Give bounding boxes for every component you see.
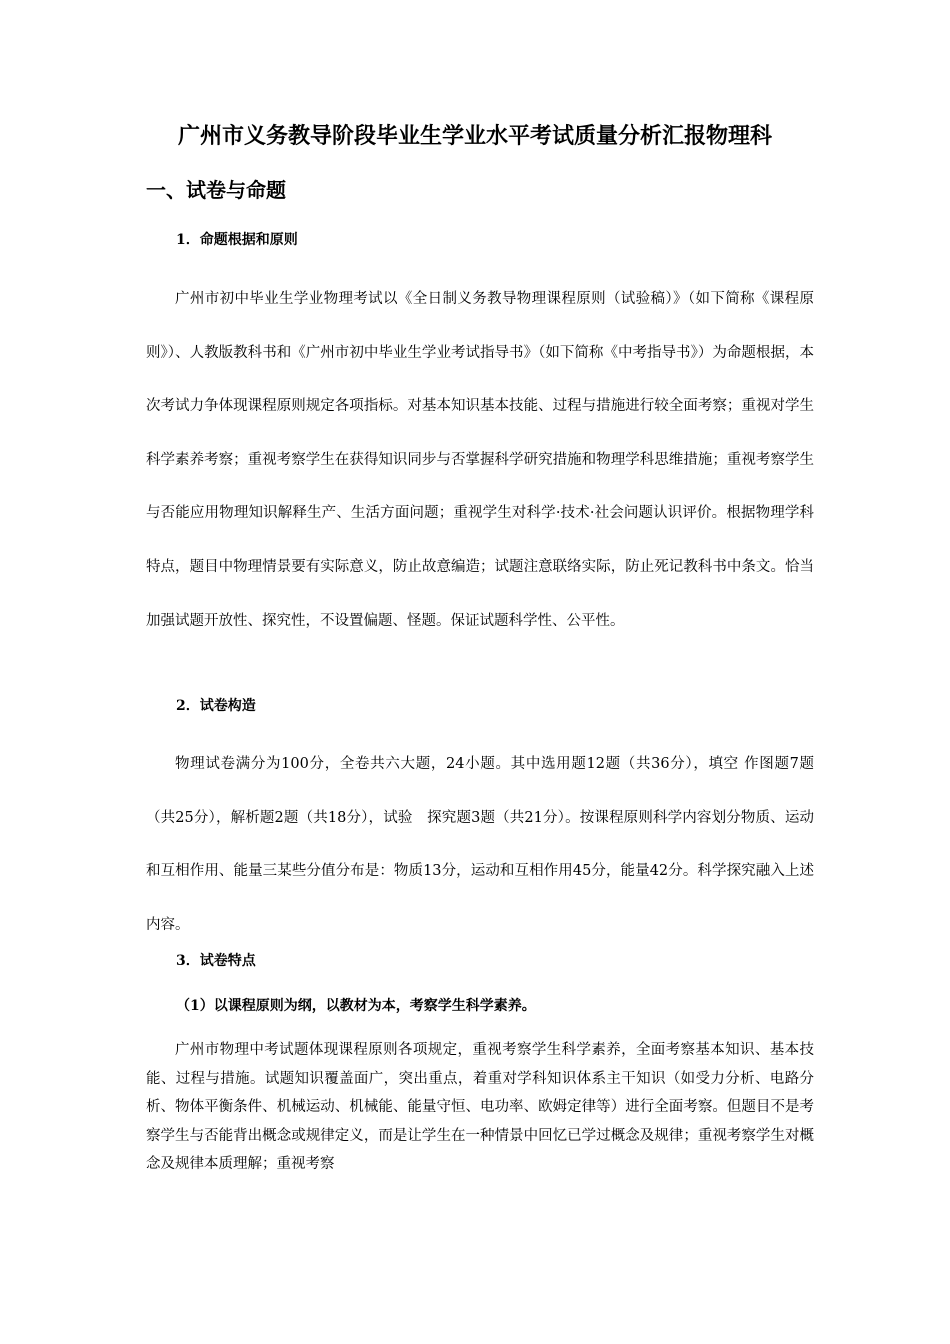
- paragraph-basis-principles: 广州市初中毕业生学业物理考试以《全日制义务教导物理课程原则（试验稿）》（如下简称《课程原则》）、人教版教科书和《广州市初中毕业生学业考试指导书》（如下简称《中考指导书》）为命题根据，本次考试力争体现课程原则规定各项指标。对基本知识基本技能、过程与措施进行较全面考察；重视对学生科学素养考察；重视考察学生在获得知识同步与否掌握科学研究措施和物理学科思维措施；重视考察学生与否能应用物理知识解释生产、生活方面问题；重视学生对科学·技术·社会问题认识评价。根据物理学科特点，题目中物理情景要有实际意义，防止故意编造；试题注意联络实际，防止死记教科书中条文。恰当加强试题开放性、探究性，不设置偏题、怪题。保证试题科学性、公平性。: [146, 291, 814, 629]
- paragraph-paper-structure: 物理试卷满分为100分，全卷共六大题，24小题。其中选用题12题（共36分），填空 作图题7题（共25分），解析题2题（共18分），试验 探究题3题（共21分）。按课程原则科学内容划分物质、运动和互相作用、能量三某些分值分布是：物质13分，运动和互相作用45分，能量42分。科学探究融入上述内容。: [146, 756, 814, 934]
- subsection-heading-3: 3．试卷特点: [176, 953, 256, 969]
- section-heading: 一、试卷与命题: [146, 178, 286, 202]
- document-title: 广州市义务教导阶段毕业生学业水平考试质量分析汇报物理科: [177, 123, 772, 149]
- point-heading-1: （1）以课程原则为纲，以教材为本，考察学生科学素养。: [176, 998, 536, 1014]
- subsection-heading-2: 2．试卷构造: [176, 698, 256, 714]
- paragraph-paper-features: 广州市物理中考试题体现课程原则各项规定，重视考察学生科学素养，全面考察基本知识、基本技能、过程与措施。试题知识覆盖面广，突出重点，着重对学科知识体系主干知识（如受力分析、电路分析、物体平衡条件、机械运动、机械能、能量守恒、电功率、欧姆定律等）进行全面考察。但题目不是考察学生与否能背出概念或规律定义，而是让学生在一种情景中回忆已学过概念及规律；重视考察学生对概念及规律本质理解；重视考察: [146, 1042, 814, 1172]
- subsection-heading-1: 1．命题根据和原则: [176, 232, 298, 248]
